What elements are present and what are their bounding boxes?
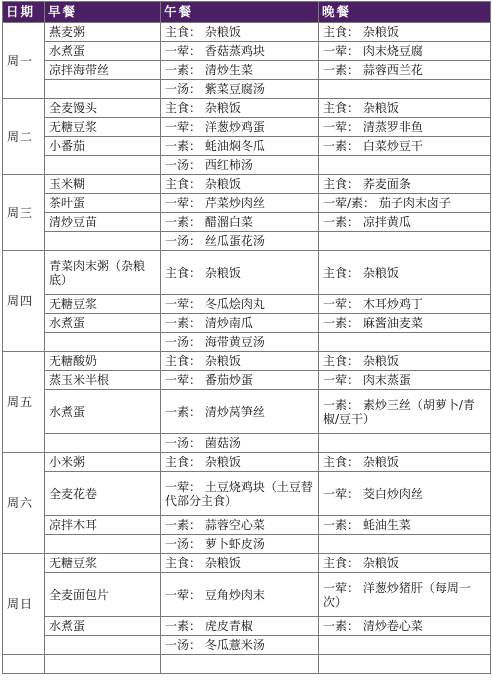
breakfast-cell: 清炒豆苗	[45, 213, 161, 232]
header-lunch: 午餐	[161, 2, 319, 23]
table-row	[3, 554, 491, 573]
breakfast-cell: 水煮蛋	[45, 617, 161, 636]
table-row	[3, 251, 491, 295]
table-row	[3, 636, 491, 655]
lunch-cell: 一汤： 菌菇汤	[161, 434, 319, 453]
table-row-empty	[3, 655, 491, 674]
lunch-cell: 一素： 虎皮青椒	[161, 617, 319, 636]
table-row	[3, 213, 491, 232]
breakfast-cell: 小米粥	[45, 453, 161, 472]
dinner-cell: 主食： 杂粮饭	[319, 453, 491, 472]
table-row	[3, 434, 491, 453]
empty-cell	[3, 655, 45, 674]
breakfast-cell: 凉拌海带丝	[45, 61, 161, 80]
table-row	[3, 80, 491, 99]
table-row	[3, 573, 491, 617]
lunch-cell: 主食： 杂粮饭	[161, 175, 319, 194]
header-day: 日期	[3, 2, 45, 23]
lunch-cell: 一荤： 土豆烧鸡块（土豆替代部分主食）	[161, 472, 319, 516]
table-row	[3, 333, 491, 352]
dinner-cell	[319, 156, 491, 175]
day-label-mon: 周一	[3, 23, 45, 99]
table-row	[3, 352, 491, 371]
empty-cell	[45, 655, 161, 674]
breakfast-cell: 玉米糊	[45, 175, 161, 194]
dinner-cell: 主食： 杂粮饭	[319, 554, 491, 573]
breakfast-cell: 茶叶蛋	[45, 194, 161, 213]
dinner-cell	[319, 636, 491, 655]
dinner-cell: 主食： 杂粮饭	[319, 251, 491, 295]
lunch-cell: 一素： 清炒生菜	[161, 61, 319, 80]
breakfast-cell: 无糖豆浆	[45, 554, 161, 573]
dinner-cell: 一素： 素炒三丝（胡萝卜/青椒/豆干）	[319, 390, 491, 434]
table-row	[3, 156, 491, 175]
dinner-cell: 一荤： 肉末蒸蛋	[319, 371, 491, 390]
lunch-cell: 主食： 杂粮饭	[161, 453, 319, 472]
dinner-cell: 一荤： 洋葱炒猪肝（每周一次）	[319, 573, 491, 617]
dinner-cell: 主食： 杂粮饭	[319, 99, 491, 118]
lunch-cell: 一素： 清炒莴笋丝	[161, 390, 319, 434]
day-label-fri: 周五	[3, 352, 45, 453]
lunch-cell: 主食： 杂粮饭	[161, 251, 319, 295]
lunch-cell: 主食： 杂粮饭	[161, 352, 319, 371]
dinner-cell: 一素： 清炒卷心菜	[319, 617, 491, 636]
header-breakfast: 早餐	[45, 2, 161, 23]
dinner-cell: 主食： 杂粮饭	[319, 23, 491, 42]
breakfast-cell	[45, 535, 161, 554]
breakfast-cell: 水煮蛋	[45, 42, 161, 61]
day-label-thu: 周四	[3, 251, 45, 352]
table-row	[3, 295, 491, 314]
dinner-cell	[319, 80, 491, 99]
breakfast-cell: 凉拌木耳	[45, 516, 161, 535]
table-row	[3, 118, 491, 137]
breakfast-cell: 无糖豆浆	[45, 118, 161, 137]
table-row	[3, 232, 491, 251]
dinner-cell: 一荤： 木耳炒鸡丁	[319, 295, 491, 314]
dinner-cell: 主食： 荞麦面条	[319, 175, 491, 194]
breakfast-cell: 蒸玉米半根	[45, 371, 161, 390]
dinner-cell: 一荤： 肉末烧豆腐	[319, 42, 491, 61]
breakfast-cell: 青菜肉末粥（杂粮底）	[45, 251, 161, 295]
lunch-cell: 主食： 杂粮饭	[161, 99, 319, 118]
lunch-cell: 主食： 杂粮饭	[161, 554, 319, 573]
lunch-cell: 一荤： 冬瓜烩肉丸	[161, 295, 319, 314]
lunch-cell: 一荤： 洋葱炒鸡蛋	[161, 118, 319, 137]
lunch-cell: 一荤： 香菇蒸鸡块	[161, 42, 319, 61]
dinner-cell: 主食： 杂粮饭	[319, 352, 491, 371]
table-row	[3, 371, 491, 390]
table-row	[3, 194, 491, 213]
lunch-cell: 一汤： 冬瓜薏米汤	[161, 636, 319, 655]
day-label-wed: 周三	[3, 175, 45, 251]
breakfast-cell: 小番茄	[45, 137, 161, 156]
lunch-cell: 一汤： 海带黄豆汤	[161, 333, 319, 352]
lunch-cell: 一汤： 西红柿汤	[161, 156, 319, 175]
dinner-cell	[319, 232, 491, 251]
breakfast-cell: 全麦花卷	[45, 472, 161, 516]
breakfast-cell: 全麦面包片	[45, 573, 161, 617]
lunch-cell: 一荤： 番茄炒蛋	[161, 371, 319, 390]
breakfast-cell	[45, 80, 161, 99]
table-row	[3, 535, 491, 554]
lunch-cell: 一素： 醋溜白菜	[161, 213, 319, 232]
table-row	[3, 390, 491, 434]
table-row	[3, 23, 491, 42]
header-row	[3, 2, 491, 23]
breakfast-cell: 无糖豆浆	[45, 295, 161, 314]
weekly-menu-table	[2, 1, 491, 674]
dinner-cell: 一荤： 清蒸罗非鱼	[319, 118, 491, 137]
day-label-sat: 周六	[3, 453, 45, 554]
dinner-cell	[319, 434, 491, 453]
lunch-cell: 一汤： 萝卜虾皮汤	[161, 535, 319, 554]
lunch-cell: 一汤： 紫菜豆腐汤	[161, 80, 319, 99]
breakfast-cell	[45, 636, 161, 655]
lunch-cell: 一素： 蚝油焖冬瓜	[161, 137, 319, 156]
breakfast-cell: 水煮蛋	[45, 390, 161, 434]
breakfast-cell	[45, 333, 161, 352]
dinner-cell	[319, 535, 491, 554]
table-row	[3, 516, 491, 535]
table-row	[3, 175, 491, 194]
dinner-cell	[319, 333, 491, 352]
table-row	[3, 453, 491, 472]
empty-cell	[319, 655, 491, 674]
dinner-cell: 一荤/素： 茄子肉末卤子	[319, 194, 491, 213]
breakfast-cell: 全麦馒头	[45, 99, 161, 118]
lunch-cell: 主食： 杂粮饭	[161, 23, 319, 42]
breakfast-cell: 无糖酸奶	[45, 352, 161, 371]
breakfast-cell	[45, 434, 161, 453]
dinner-cell: 一素： 凉拌黄瓜	[319, 213, 491, 232]
table-row	[3, 99, 491, 118]
table-row	[3, 61, 491, 80]
breakfast-cell: 燕麦粥	[45, 23, 161, 42]
header-dinner: 晚餐	[319, 2, 491, 23]
dinner-cell: 一素： 蚝油生菜	[319, 516, 491, 535]
lunch-cell: 一素： 蒜蓉空心菜	[161, 516, 319, 535]
table-row	[3, 137, 491, 156]
lunch-cell: 一汤： 丝瓜蛋花汤	[161, 232, 319, 251]
dinner-cell: 一素： 蒜蓉西兰花	[319, 61, 491, 80]
table-row	[3, 472, 491, 516]
lunch-cell: 一素： 清炒南瓜	[161, 314, 319, 333]
breakfast-cell: 水煮蛋	[45, 314, 161, 333]
empty-cell	[161, 655, 319, 674]
table-row	[3, 617, 491, 636]
breakfast-cell	[45, 232, 161, 251]
dinner-cell: 一素： 麻酱油麦菜	[319, 314, 491, 333]
dinner-cell: 一荤： 茭白炒肉丝	[319, 472, 491, 516]
dinner-cell: 一素： 白菜炒豆干	[319, 137, 491, 156]
breakfast-cell	[45, 156, 161, 175]
lunch-cell: 一荤： 芹菜炒肉丝	[161, 194, 319, 213]
table-row	[3, 314, 491, 333]
table-row	[3, 42, 491, 61]
day-label-tue: 周二	[3, 99, 45, 175]
lunch-cell: 一荤： 豆角炒肉末	[161, 573, 319, 617]
day-label-sun: 周日	[3, 554, 45, 655]
